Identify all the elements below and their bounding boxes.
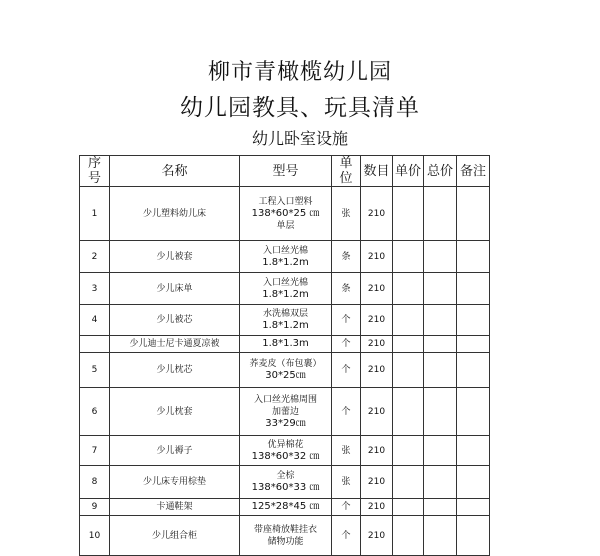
column-header-unit: 单位 [332,156,361,187]
cell-name: 少儿枕芯 [110,353,240,388]
cell-unit-price [393,388,424,436]
column-header-price: 单价 [393,156,424,187]
model-line: 125*28*45 ㎝ [251,501,320,512]
model-line: 30*25㎝ [265,370,306,381]
cell-total-price [424,436,457,466]
column-header-note: 备注 [457,156,490,187]
cell-unit-price [393,187,424,241]
cell-serial [80,336,110,353]
cell-quantity: 210 [361,305,393,336]
cell-total-price [424,516,457,556]
table-row [80,187,490,241]
cell-model [240,388,332,436]
cell-total-price [424,499,457,516]
model-line: 优异棉花 [267,439,304,450]
cell-quantity: 210 [361,187,393,241]
cell-unit: 个 [332,516,361,556]
cell-serial: 3 [80,273,110,305]
cell-model [240,466,332,499]
column-header-no: 序号 [80,156,110,187]
cell-unit-price [393,516,424,556]
model-line: 1.8*1.2m [262,288,309,300]
cell-serial: 1 [80,187,110,241]
cell-quantity: 210 [361,436,393,466]
table-body [80,187,490,556]
column-header-total: 总价 [424,156,457,187]
cell-name: 少儿枕套 [110,388,240,436]
cell-unit: 个 [332,353,361,388]
cell-quantity: 210 [361,336,393,353]
cell-quantity: 210 [361,388,393,436]
cell-model [240,499,332,516]
cell-model [240,273,332,305]
column-header-model: 型号 [240,156,332,187]
table-header-row [80,156,490,187]
cell-model [240,516,332,556]
cell-model [240,305,332,336]
cell-unit-price [393,499,424,516]
table-row [80,499,490,516]
cell-remarks [457,273,490,305]
cell-quantity: 210 [361,241,393,273]
table-row [80,353,490,388]
cell-total-price [424,353,457,388]
cell-serial: 6 [80,388,110,436]
cell-unit: 张 [332,436,361,466]
cell-remarks [457,241,490,273]
model-line: 入口丝光棉 [262,277,308,288]
cell-remarks [457,388,490,436]
model-line: 荞麦皮（布包裹） [249,359,322,369]
cell-quantity: 210 [361,273,393,305]
section-title: 幼儿卧室设施 [251,129,348,148]
model-line: 加蕾边 [271,406,299,417]
equipment-table [79,155,490,556]
cell-name: 少儿塑料幼儿床 [110,187,240,241]
cell-name: 卡通鞋架 [110,499,240,516]
cell-remarks [457,499,490,516]
cell-model [240,187,332,241]
cell-unit-price [393,273,424,305]
cell-unit-price [393,436,424,466]
cell-serial: 9 [80,499,110,516]
cell-remarks [457,466,490,499]
cell-name: 少儿床专用棕垫 [110,466,240,499]
cell-name: 少儿组合柜 [110,516,240,556]
cell-name: 少儿迪士尼卡通夏凉被 [110,336,240,353]
column-header-name: 名称 [110,156,240,187]
cell-unit-price [393,241,424,273]
cell-total-price [424,305,457,336]
cell-remarks [457,187,490,241]
cell-unit: 条 [332,273,361,305]
table-row [80,273,490,305]
cell-unit-price [393,336,424,353]
cell-serial: 10 [80,516,110,556]
cell-name: 少儿床单 [110,273,240,305]
cell-unit-price [393,305,424,336]
cell-unit: 个 [332,305,361,336]
cell-total-price [424,241,457,273]
cell-serial: 5 [80,353,110,388]
cell-serial: 4 [80,305,110,336]
cell-quantity: 210 [361,353,393,388]
document-subtitle: 幼儿园教具、玩具清单 [180,95,420,121]
cell-serial: 7 [80,436,110,466]
model-line: 储物功能 [267,536,304,547]
cell-serial: 2 [80,241,110,273]
model-line: 33*29㎝ [265,417,306,429]
model-line: 入口丝光棉 [262,245,308,256]
document-title: 柳市青橄榄幼儿园 [207,60,392,85]
cell-unit: 个 [332,336,361,353]
model-line: 1.8*1.2m [262,320,309,331]
model-line: 138*60*33 ㎝ [251,482,320,493]
cell-remarks [457,353,490,388]
cell-quantity: 210 [361,516,393,556]
cell-unit: 个 [332,499,361,516]
cell-remarks [457,305,490,336]
model-line: 138*60*32 ㎝ [251,450,320,462]
cell-remarks [457,436,490,466]
table-row [80,388,490,436]
cell-model [240,353,332,388]
cell-unit: 个 [332,388,361,436]
column-header-qty: 数目 [361,156,393,187]
cell-unit: 张 [332,187,361,241]
cell-name: 少儿被套 [110,241,240,273]
model-line: 水洗棉双层 [262,309,308,319]
model-line: 工程入口塑料 [258,196,313,207]
table-row [80,336,490,353]
model-line: 入口丝光棉周围 [253,394,317,405]
cell-total-price [424,273,457,305]
cell-unit-price [393,353,424,388]
cell-total-price [424,187,457,241]
cell-quantity: 210 [361,499,393,516]
cell-model [240,336,332,353]
cell-unit-price [393,466,424,499]
cell-quantity: 210 [361,466,393,499]
model-line: 全棕 [276,471,295,481]
cell-unit: 条 [332,241,361,273]
cell-unit: 张 [332,466,361,499]
table-row [80,516,490,556]
model-line: 1.8*1.2m [262,256,309,268]
cell-serial: 8 [80,466,110,499]
table-row [80,436,490,466]
model-line: 带座椅放鞋挂衣 [253,524,317,535]
cell-remarks [457,336,490,353]
model-line: 138*60*25 ㎝ [251,207,320,219]
cell-total-price [424,336,457,353]
table-row [80,466,490,499]
cell-total-price [424,466,457,499]
cell-total-price [424,388,457,436]
cell-remarks [457,516,490,556]
cell-model [240,436,332,466]
model-line: 单层 [276,220,295,231]
table-row [80,241,490,273]
table-row [80,305,490,336]
cell-name: 少儿被芯 [110,305,240,336]
model-line: 1.8*1.3m [262,338,309,349]
cell-model [240,241,332,273]
cell-name: 少儿褥子 [110,436,240,466]
